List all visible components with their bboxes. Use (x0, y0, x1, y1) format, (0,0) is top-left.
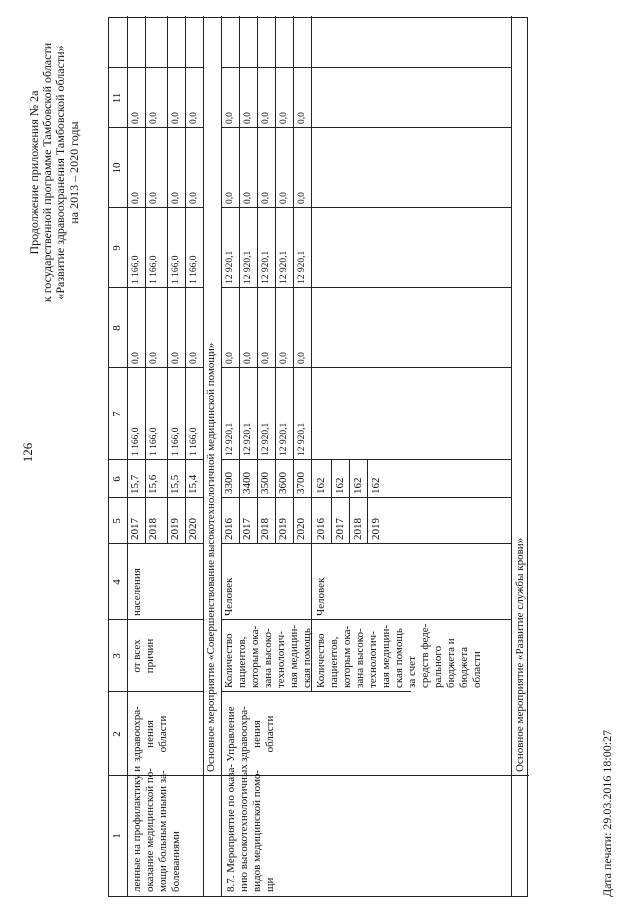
block1-unit: населения (131, 568, 143, 616)
col-head-5: 5 (111, 518, 123, 524)
header-line-3: «Развитие здравоохранения Тамбовской области» (53, 45, 68, 300)
section-hitech-title: Основное мероприятие «Совершенствование высокотехнологичной медицинской помощи» (205, 342, 217, 772)
page-number: 126 (20, 442, 35, 463)
col-head-10: 10 (111, 162, 123, 174)
col-head-1: 1 (111, 833, 123, 839)
appendix-header (28, 0, 81, 345)
col-head-6: 6 (111, 476, 123, 482)
col-head-4: 4 (111, 579, 123, 585)
print-date: Дата печати: 29.03.2016 18:00:27 (600, 729, 614, 897)
col-head-9: 9 (111, 245, 123, 251)
block1-executor: здравоохра- нения области (131, 706, 169, 762)
col-head-2: 2 (111, 731, 123, 737)
col-head-11: 11 (111, 92, 123, 104)
program-table: 1 2 3 4 5 6 7 8 9 10 11 ленные на профилактику и оказание медицинской по- мощи больным иными за- болеваниями здравоохра- нения области от всех причин населения 2017 15,7 1 166,0 0,0 1 166,0 0,0 0,0 2018 15,6 1 166,0 0,0 1 166,0 0,0 0,0 2019 15,5 1 166,0 0,0 1 166,0 0,0 0,0 2020 15,4 1 166,0 0,0 1 166,0 0,0 0,0 Основное мероприятие «Совершенствование высокотехнологичной медицинской помощи» 8.7. Мероприятие по оказа- нию высокотехнологичных видов медицинской помо- щи Управление здравоохра- нения области Количество пациентов, которым ока- зана высоко- технологич- ная медицин- ская помощь Человек 2016 3300 12 920,1 0,0 12 920,1 0,0 0,0 2017 3400 12 920,1 0,0 12 920,1 0,0 0,0 2018 3500 12 920,1 0,0 12 920,1 0,0 0,0 2019 3600 12 920,1 0,0 12 920,1 0,0 0,0 2020 3700 12 920,1 0,0 12 920,1 0,0 0,0 Количество пациентов, которым ока- зана высоко- технологич- ная медицин- ская помощь за счет средств феде- рального бюджета и бюджета области Человек 2016 162 2017 162 2018 162 2019 162 Основное мероприятие «Развитие службы крови» (108, 17, 528, 897)
header-line-1: Продолжение приложения № 2а (27, 90, 41, 255)
indicator-federal-unit: Человек (315, 577, 327, 616)
block2-activity: 8.7. Мероприятие по оказа- нию высокотехнологичных видов медицинской помо- щи (225, 763, 276, 892)
block2-executor: Управление здравоохра- нения области (225, 706, 276, 762)
col-head-8: 8 (111, 325, 123, 331)
col-head-3: 3 (111, 653, 123, 659)
indicator-hitech-federal: Количество пациентов, которым ока- зана высоко- технологич- ная медицин- ская помощь за счет средств феде- рального бюджета и бюджета области (315, 623, 483, 688)
col-head-7: 7 (111, 411, 123, 417)
indicator-hitech-patients: Количество пациентов, которым ока- зана высоко- технологич- ная медицин- ская помощь (223, 624, 313, 688)
header-line-4: на 2013 – 2020 годы (66, 121, 81, 224)
block1-indicator: от всех причин (131, 638, 156, 674)
block1-activity: ленные на профилактику и оказание медицинской по- мощи больным иными за- болеваниями (131, 765, 182, 892)
indicator-hitech-unit: Человек (223, 577, 235, 616)
section-blood-title: Основное мероприятие «Развитие службы крови» (514, 537, 526, 772)
header-line-2: к государственной программе Тамбовской области (40, 42, 55, 303)
